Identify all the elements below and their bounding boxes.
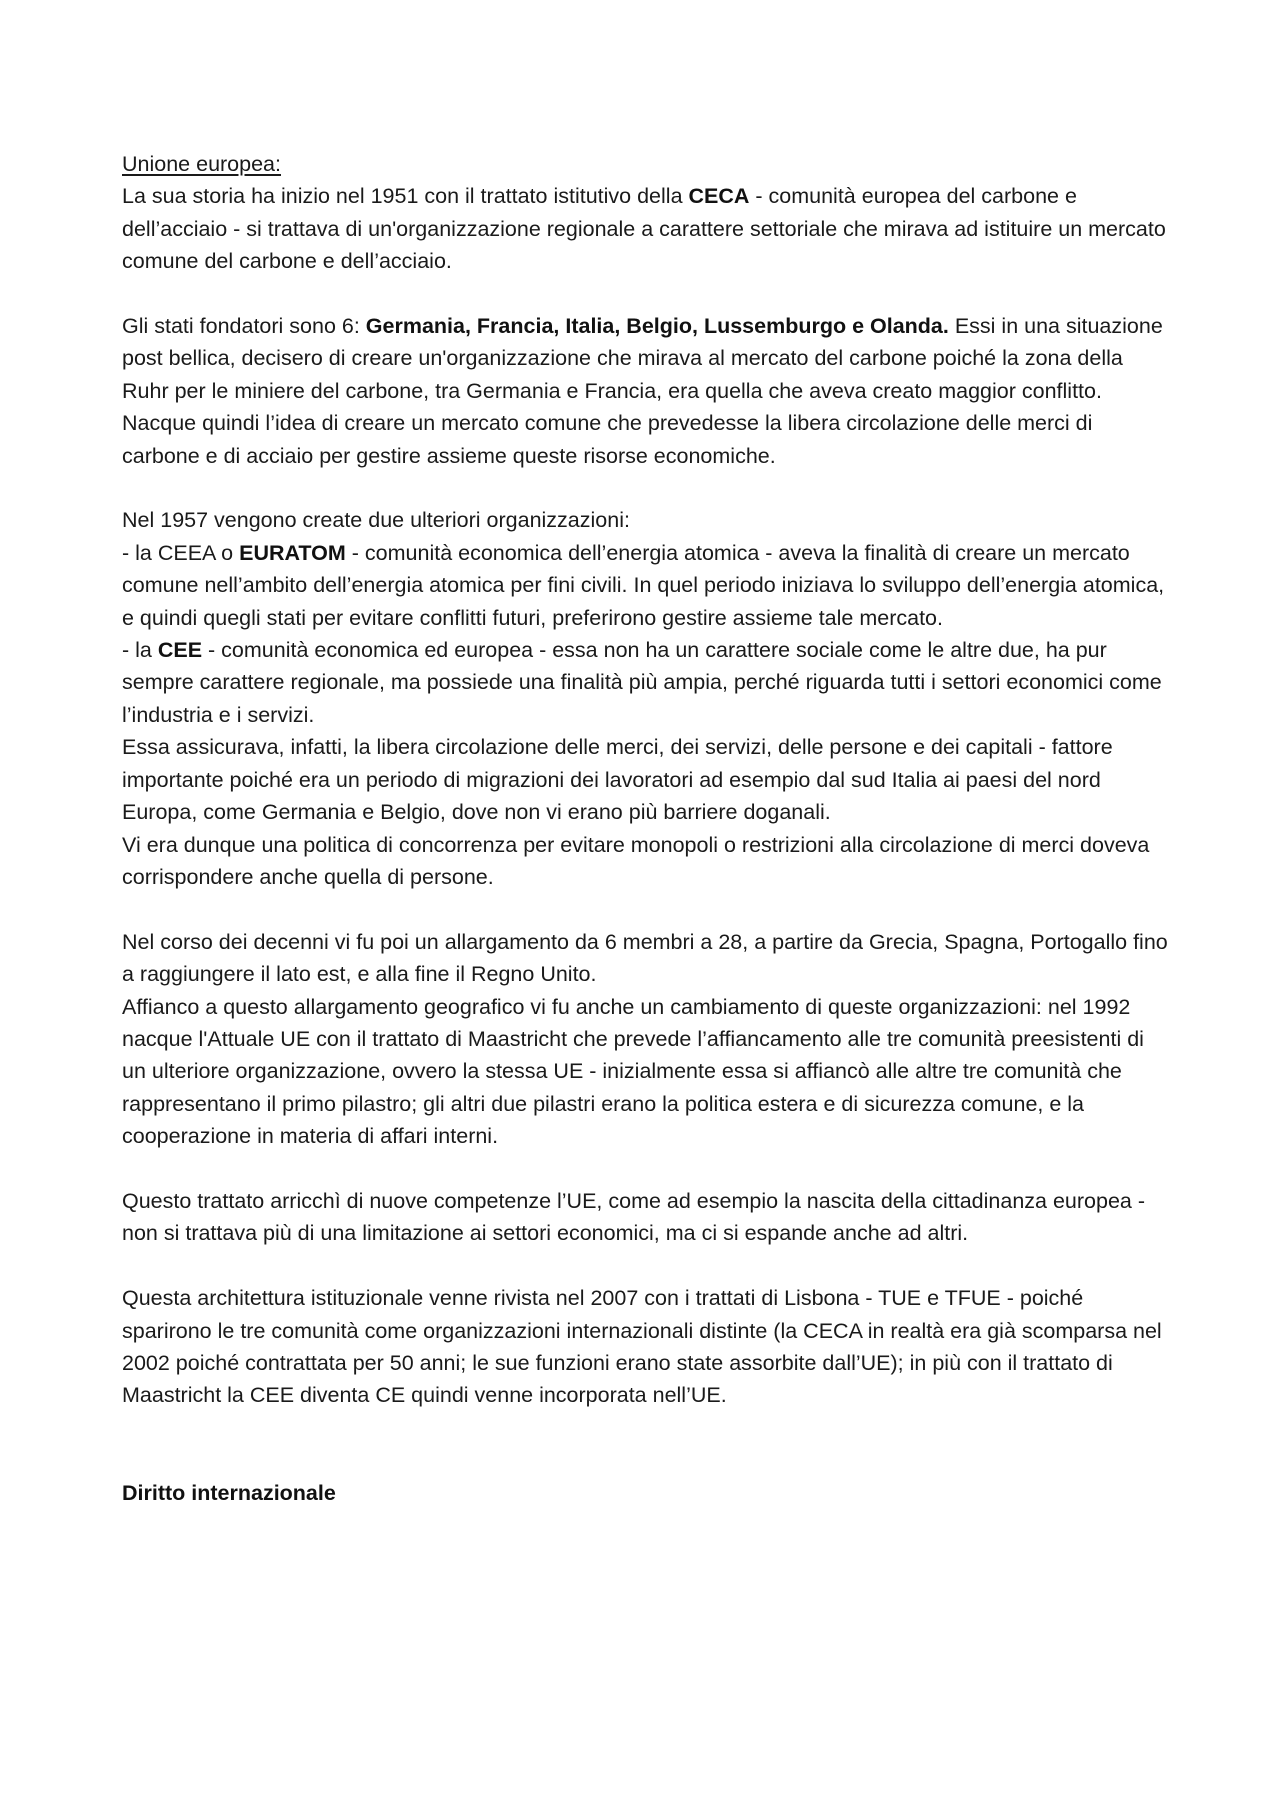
section-title: Unione europea:: [122, 152, 281, 176]
text-run: Affianco a questo allargamento geografico vi fu anche un cambiamento di queste organizzazioni: nel 1992 nacque l'Attuale UE con il trattato di Maastricht che prevede l’affiancamento alle tre comunità preesistenti di un ulteriore organizzazione, ovvero la stessa UE - inizialmente essa si affiancò alle altre tre comunità che rappresentano il primo pilastro; gli altri due pilastri erano la politica estera e di sicurezza comune, e la cooperazione in materia di affari interni.: [122, 994, 1144, 1149]
next-section-heading: Diritto internazionale: [122, 1480, 336, 1505]
text-run: Essi in una situazione post bellica, decisero di creare un'organizzazione che mirava al mercato del carbone poiché la zona della Ruhr per le miniere del carbone, tra Germania e Francia, era quella che aveva creato maggior conflitto.: [122, 314, 1163, 403]
text-run: La sua storia ha inizio nel 1951 con il trattato istitutivo della: [122, 184, 689, 209]
paragraph: [122, 1282, 1172, 1412]
paragraph: [122, 537, 1172, 634]
bold-text: Germania, Francia, Italia, Belgio, Lussemburgo e Olanda.: [365, 314, 949, 339]
paragraph: [122, 310, 1172, 407]
text-run: - comunità europea del carbone e dell’acciaio - si trattava di un'organizzazione regionale a carattere settoriale che mirava ad istituire un mercato comune del carbone e dell’acciaio.: [122, 184, 1166, 274]
spacer: [122, 1412, 1172, 1477]
text-run: Essa assicurava, infatti, la libera circolazione delle merci, dei servizi, delle persone e dei capitali - fattore importante poiché era un periodo di migrazioni dei lavoratori ad esempio dal sud Italia ai paesi del nord Europa, come Germania e Belgio, dove non vi erano più barriere doganali.: [122, 735, 1113, 825]
text-run: - comunità economica dell’energia atomica - aveva la finalità di creare un mercato comune nell’ambito dell’energia atomica per fini civili. In quel periodo iniziava lo sviluppo dell’energia atomica, e quindi quegli stati per evitare conflitti futuri, preferirono gestire assieme tale mercato.: [122, 540, 1165, 630]
paragraph-gap: [122, 893, 1172, 925]
bold-text: EURATOM: [239, 540, 346, 565]
paragraph: [122, 926, 1172, 991]
paragraph: [122, 731, 1172, 828]
paragraph: [122, 991, 1172, 1153]
text-run: Vi era dunque una politica di concorrenza per evitare monopoli o restrizioni alla circolazione di merci doveva corrispondere anche quella di persone.: [122, 832, 1150, 889]
paragraph: [122, 504, 1172, 536]
paragraph-gap: [122, 278, 1172, 310]
paragraph-gap: [122, 472, 1172, 504]
text-run: Questa architettura istituzionale venne rivista nel 2007 con i trattati di Lisbona - TUE e TFUE - poiché sparirono le tre comunità come organizzazioni internazionali distinte (la CECA in realtà era già scomparsa nel 2002 poiché contrattata per 50 anni; le sue funzioni erano state assorbite dall’UE); in più con il trattato di Maastricht la CEE diventa CE quindi venne incorporata nell’UE.: [122, 1286, 1162, 1408]
paragraph: [122, 634, 1172, 731]
bold-text: CEE: [157, 638, 203, 663]
text-run: Nel corso dei decenni vi fu poi un allargamento da 6 membri a 28, a partire da Grecia, Spagna, Portogallo fino a raggiungere il lato est, e alla fine il Regno Unito.: [122, 929, 1168, 987]
section-content: [122, 180, 1172, 1411]
text-run: Nel 1957 vengono create due ulteriori organizzazioni:: [122, 508, 630, 533]
text-run: Nacque quindi l’idea di creare un mercato comune che prevedesse la libera circolazione delle merci di carbone e di acciaio per gestire assieme queste risorse economiche.: [122, 411, 1093, 468]
paragraph-gap: [122, 1153, 1172, 1185]
document-body: [122, 148, 1172, 1509]
text-run: - comunità economica ed europea - essa non ha un carattere sociale come le altre due, ha pur sempre carattere regionale, ma possiede una finalità più ampia, perché riguarda tutti i settori economici come l’industria e i servizi.: [122, 638, 1162, 727]
text-run: - la: [122, 638, 158, 663]
paragraph-gap: [122, 1250, 1172, 1282]
text-run: - la CEEA o: [122, 540, 240, 565]
paragraph: [122, 829, 1172, 894]
text-run: Gli stati fondatori sono 6:: [122, 314, 366, 339]
text-run: Questo trattato arricchì di nuove competenze l’UE, come ad esempio la nascita della cittadinanza europea - non si trattava più di una limitazione ai settori economici, ma ci si espande anche ad altri.: [122, 1188, 1146, 1246]
paragraph: [122, 1185, 1172, 1250]
paragraph: [122, 180, 1172, 277]
bold-text: CECA: [688, 184, 750, 209]
paragraph: [122, 407, 1172, 472]
